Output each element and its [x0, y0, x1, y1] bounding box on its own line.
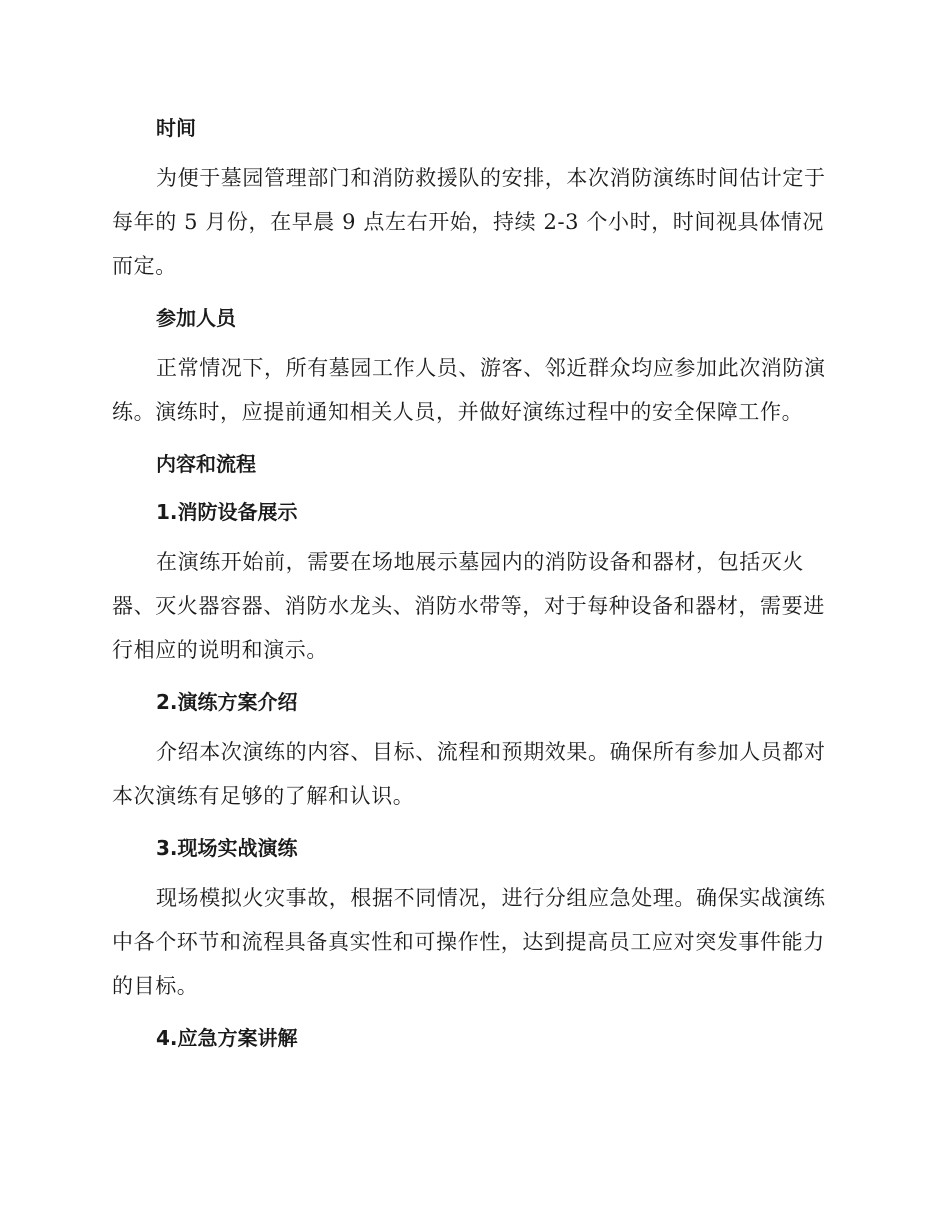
section-heading-field-drill: 3.现场实战演练: [156, 836, 298, 860]
section-paragraph-equipment-display: 在演练开始前，需要在场地展示墓园内的消防设备和器材，包括灭火器、灭火器容器、消防水龙头、消防水带等，对于每种设备和器材，需要进行相应的说明和演示。: [112, 550, 825, 662]
section-heading-content-process: 内容和流程: [156, 452, 256, 476]
section-heading-equipment-display: 1.消防设备展示: [156, 500, 298, 524]
section-paragraph-participants: 正常情况下，所有墓园工作人员、游客、邻近群众均应参加此次消防演练。演练时，应提前通知相关人员，并做好演练过程中的安全保障工作。: [112, 356, 826, 424]
document-body: [112, 108, 834, 1066]
section-paragraph-time: 为便于墓园管理部门和消防救援队的安排，本次消防演练时间估计定于每年的 5 月份，在早晨 9 点左右开始，持续 2-3 个小时，时间视具体情况而定。: [112, 166, 826, 278]
section-heading-plan-intro: 2.演练方案介绍: [156, 690, 298, 714]
section-heading-emergency-plan: 4.应急方案讲解: [156, 1026, 298, 1050]
section-paragraph-plan-intro: 介绍本次演练的内容、目标、流程和预期效果。确保所有参加人员都对本次演练有足够的了解和认识。: [112, 740, 826, 808]
section-heading-time: 时间: [156, 116, 196, 140]
section-paragraph-field-drill: 现场模拟火灾事故，根据不同情况，进行分组应急处理。确保实战演练中各个环节和流程具备真实性和可操作性，达到提高员工应对突发事件能力的目标。: [112, 886, 826, 998]
section-heading-participants: 参加人员: [156, 306, 236, 330]
